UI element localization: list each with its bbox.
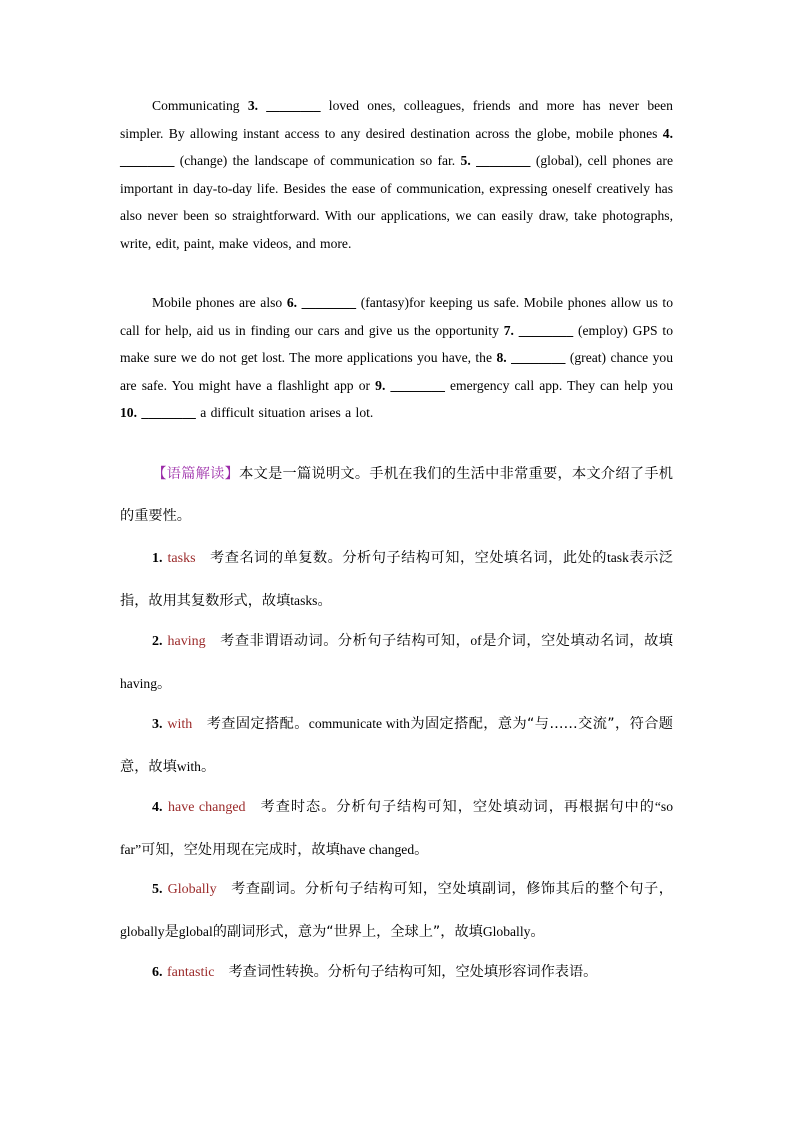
answer-item: 2. having 考查非谓语动词。分析句子结构可知，of是介词，空处填动名词，故填having。	[120, 633, 673, 692]
passage-paragraph-2	[120, 289, 673, 427]
answer-number: 2.	[152, 634, 163, 649]
answer-key: with	[167, 717, 193, 732]
answer-item: 6. fantastic 考查词性转换。分析句子结构可知，空处填形容词作表语。	[152, 964, 598, 980]
passage-text: loved ones, colleagues, friends and more has never been simpler. By allowing instant access to any desired destination across the globe, mobile phones	[120, 98, 673, 141]
passage-text: (change) the landscape of communication so far.	[179, 153, 456, 169]
answer-key: have changed	[168, 800, 246, 815]
answer-number: 4.	[152, 800, 163, 815]
answer-number: 1.	[152, 551, 163, 566]
blank-9: 9. ________	[375, 377, 445, 393]
passage-text: Communicating	[152, 98, 240, 113]
passage-analysis	[120, 454, 673, 537]
answer-item: 1. tasks 考查名词的单复数。分析句子结构可知，空处填名词，此处的task表示泛指，故用其复数形式，故填tasks。	[120, 550, 673, 609]
passage-paragraph-1	[120, 92, 673, 258]
blank-8: 8. ________	[496, 350, 566, 366]
answer-key: tasks	[167, 551, 196, 566]
blank-10: 10. ________	[120, 405, 196, 421]
blank-4: 4. ________	[120, 125, 673, 169]
answer-number: 6.	[152, 965, 163, 980]
answer-number: 5.	[152, 882, 163, 897]
passage-text: (great) chance you are safe. You might have a flashlight app or	[120, 350, 674, 393]
answer-key: Globally	[167, 882, 217, 897]
blank-3: 3. ________	[247, 98, 321, 113]
answer-item: 4. have changed 考查时态。分析句子结构可知，空处填动词，再根据句中的“so far”可知，空处用现在完成时，故填have changed。	[120, 799, 673, 858]
answer-key: having	[167, 634, 206, 649]
passage-text: (global), cell phones are important in day-to-day life. Besides the ease of communication, expressing oneself creatively has also never been so straightforward. With our applications, we can easily draw, take photographs, write, edit, paint, make videos, and more.	[120, 153, 673, 251]
answer-item: 3. with 考查固定搭配。communicate with为固定搭配，意为“与……交流”，符合题意，故填with。	[120, 716, 673, 775]
answer-item: 5. Globally 考查副词。分析句子结构可知，空处填副词，修饰其后的整个句子，globally是global的副词形式，意为“世界上，全球上”，故填Globally。	[120, 881, 673, 940]
blank-6: 6. ________	[286, 295, 357, 310]
passage-text: (employ) GPS to make sure we do not get lost. The more applications you have, the	[120, 322, 673, 366]
passage-text: Mobile phones are also	[152, 295, 283, 310]
answer-number: 3.	[152, 717, 163, 732]
passage-text: a difficult situation arises a lot.	[200, 405, 374, 421]
passage-text: (fantasy)for keeping us safe. Mobile phones allow us to call for help, aid us in finding our cars and give us the opportunity	[120, 295, 673, 338]
analysis-tag: 【语篇解读】	[152, 466, 240, 482]
answer-key: fantastic	[167, 965, 215, 980]
blank-7: 7. ________	[503, 322, 574, 338]
blank-5: 5. ________	[460, 153, 531, 169]
analysis-text: 本文是一篇说明文。手机在我们的生活中非常重要，本文介绍了手机的重要性。	[120, 466, 673, 524]
passage-text: emergency call app. They can help you	[449, 377, 674, 393]
